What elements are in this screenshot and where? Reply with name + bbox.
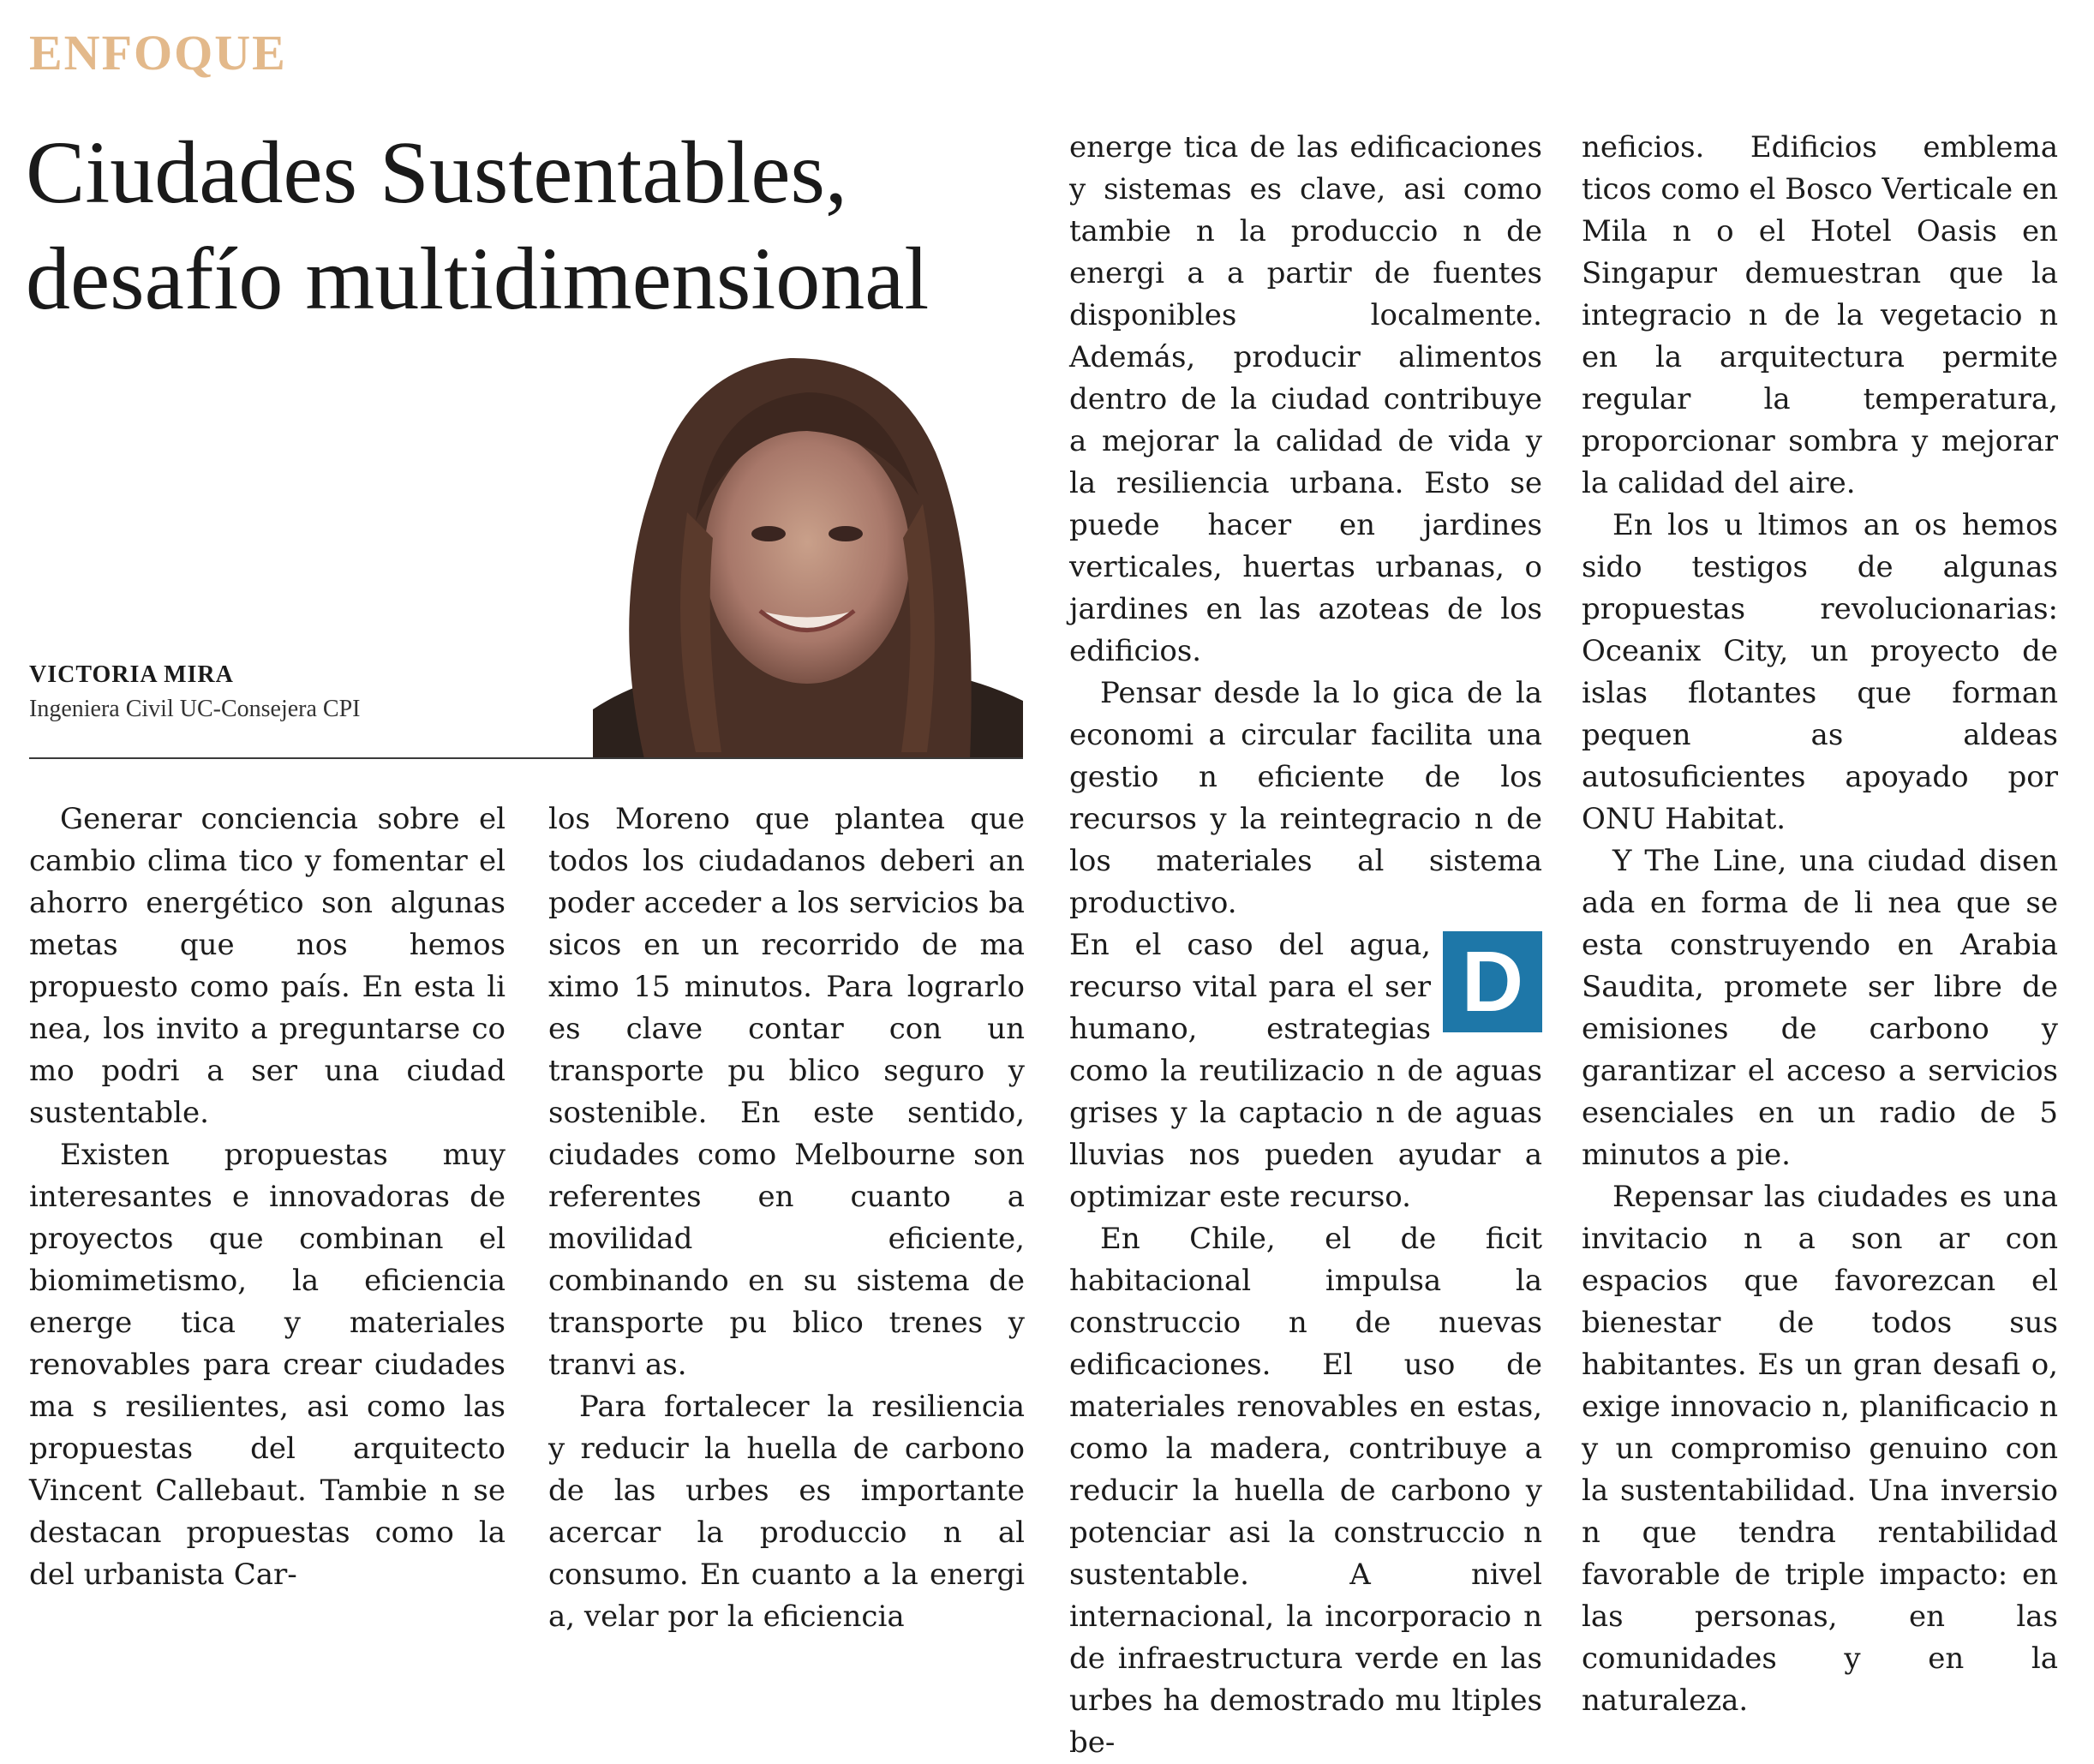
author-name: VICTORIA MIRA: [29, 661, 234, 688]
paragraph: los Moreno que plantea que todos los ciudadanos deberi an poder acceder a los servicios ba sicos en un recorrido de ma ximo 15 minutos. Para lograrlo es clave contar con un transporte pu blico seguro y sostenible. En este sentido, ciudades como Melbourne son referentes en cuanto a movilidad eficiente, combinando en su sistema de transporte pu blico trenes y tranvi as.: [548, 802, 1025, 1382]
byline: [29, 661, 577, 723]
article-column-1: [29, 798, 506, 1596]
article-column-4: [1582, 127, 2058, 1722]
author-photo: [593, 350, 1023, 759]
paragraph: [1069, 924, 1542, 1218]
author-role: Ingeniera Civil UC-Consejera CPI: [29, 696, 361, 722]
paragraph: Y The Line, una ciudad disen ada en forma de li nea que se esta construyendo en Arabia Saudita, promete ser libre de emisiones de carbono y garantizar el acceso a servicios esenciales en un radio de 5 minutos a pie.: [1582, 844, 2058, 1172]
paragraph: Pensar desde la lo gica de la economi a circular facilita una gestio n eficiente de los recursos y la reintegracio n de los materiales al sistema productivo.: [1069, 676, 1542, 920]
paragraph: En Chile, el de ficit habitacional impulsa la construccio n de nuevas edificaciones. El uso de materiales renovables en estas, como la madera, contribuye a reducir la huella de carbono y potenciar asi la construccio n sustentable. A nivel internacional, la incorporacio n de infraestructura verde en las urbes ha demostrado mu ltiples be-: [1069, 1222, 1542, 1760]
article-column-3: [1069, 127, 1542, 1764]
paragraph: En los u ltimos an os hemos sido testigos de algunas propuestas revolucionarias: Oceanix City, un proyecto de islas flotantes que forman pequen as aldeas autosuficientes apoyado por ONU Habitat.: [1582, 508, 2058, 836]
headline: Ciudades Sustentables, desafío multidimensional: [26, 123, 930, 328]
paragraph: energe tica de las edificaciones y sistemas es clave, asi como tambie n la produccio n de energi a a partir de fuentes disponibles localmente. Además, producir alimentos dentro de la ciudad contribuye a mejorar la calidad de vida y la resiliencia urbana. Esto se puede hacer en jardines verticales, huertas urbanas, o jardines en las azoteas de los edificios.: [1069, 130, 1542, 668]
paragraph: Repensar las ciudades es una invitacio n a son ar con espacios que favorezcan el bienestar de todos sus habitantes. Es un gran desafi o, exige innovacio n, planificacio n y un compromiso genuino con la sustentabilidad. Una inversio n que tendra rentabilidad favorable de triple impacto: en las personas, en las comunidades y en la naturaleza.: [1582, 1180, 2058, 1718]
article-column-2: [548, 798, 1025, 1638]
paragraph: Para fortalecer la resiliencia y reducir la huella de carbono de las urbes es importante acercar la produccio n al consumo. En cuanto a la energi a, velar por la eficiencia: [548, 1390, 1025, 1634]
divider: [29, 757, 1023, 759]
paragraph: Existen propuestas muy interesantes e innovadoras de proyectos que combinan el biomimetismo, la eficiencia energe tica y materiales renovables para crear ciudades ma s resilientes, asi como las propuestas del arquitecto Vincent Callebaut. Tambie n se destacan propuestas como la del urbanista Car-: [29, 1138, 506, 1592]
paragraph: Generar conciencia sobre el cambio clima tico y fomentar el ahorro energético son algunas metas que nos hemos propuesto como país. En esta li nea, los invito a preguntarse co mo podri a ser una ciudad sustentable.: [29, 802, 506, 1130]
paragraph-text: En el caso del agua, recurso vital para el ser humano, estrategias como la reutilizacio n de aguas grises y la captacio n de aguas lluvias nos pueden ayudar a optimizar este recurso.: [1069, 928, 1542, 1214]
paragraph: neficios. Edificios emblema ticos como el Bosco Verticale en Mila n o el Hotel Oasis en Singapur demuestran que la integracio n de la vegetacio n en la arquitectura permite regular la temperatura, proporcionar sombra y mejorar la calidad del aire.: [1582, 130, 2058, 500]
drop-cap: D: [1443, 931, 1542, 1032]
section-tag: ENFOQUE: [29, 25, 287, 81]
